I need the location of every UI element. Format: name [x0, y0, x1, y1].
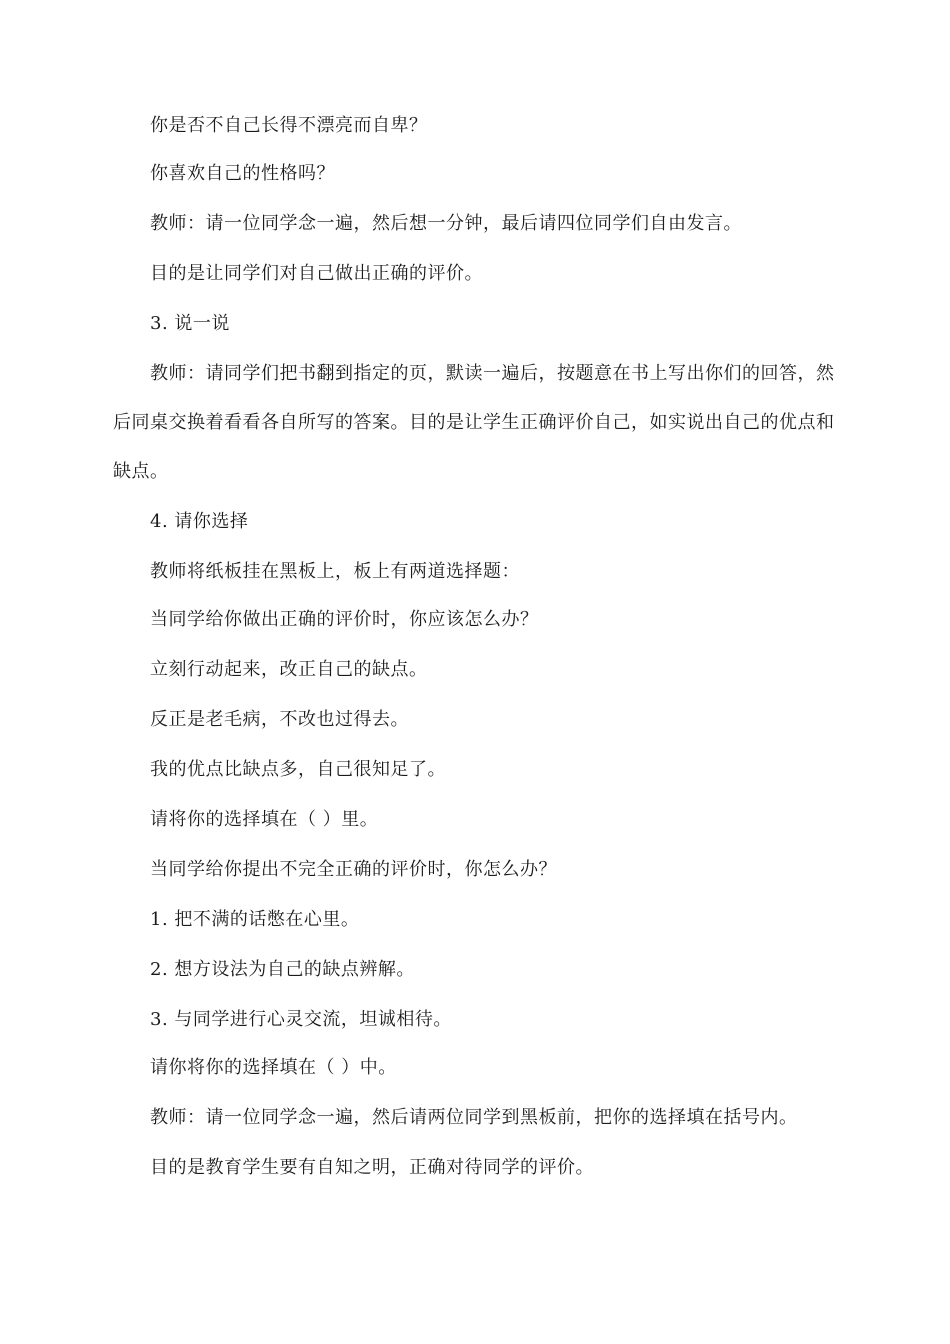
paragraph: 教师：请一位同学念一遍，然后想一分钟，最后请四位同学们自由发言。: [150, 213, 742, 234]
section-heading: 3. 说一说: [150, 313, 230, 334]
option: 2. 想方设法为自己的缺点辨解。: [150, 959, 415, 980]
question: 当同学给你做出正确的评价时，你应该怎么办？: [150, 609, 539, 630]
question: 当同学给你提出不完全正确的评价时，你怎么办？: [150, 859, 557, 880]
option: 3. 与同学进行心灵交流，坦诚相待。: [150, 1009, 452, 1030]
instruction: 请你将你的选择填在（ ）中。: [150, 1057, 397, 1078]
section-heading: 4. 请你选择: [150, 511, 249, 532]
paragraph: 教师：请一位同学念一遍，然后请两位同学到黑板前，把你的选择填在括号内。: [150, 1107, 798, 1128]
option: 我的优点比缺点多，自己很知足了。: [150, 759, 446, 780]
option: 反正是老毛病，不改也过得去。: [150, 709, 409, 730]
paragraph: 教师：请同学们把书翻到指定的页，默读一遍后，按题意在书上写出你们的回答，然后同桌交换着看看各自所写的答案。目的是让学生正确评价自己，如实说出自己的优点和缺点。: [113, 363, 835, 482]
option: 1. 把不满的话憋在心里。: [150, 909, 360, 930]
paragraph: 目的是教育学生要有自知之明，正确对待同学的评价。: [150, 1157, 594, 1178]
paragraph: 你喜欢自己的性格吗？: [150, 163, 335, 184]
paragraph: 教师将纸板挂在黑板上，板上有两道选择题：: [150, 561, 520, 582]
paragraph: 你是否不自己长得不漂亮而自卑？: [150, 115, 428, 136]
option: 立刻行动起来，改正自己的缺点。: [150, 659, 428, 680]
paragraph: 目的是让同学们对自己做出正确的评价。: [150, 263, 483, 284]
instruction: 请将你的选择填在（ ）里。: [150, 809, 379, 830]
